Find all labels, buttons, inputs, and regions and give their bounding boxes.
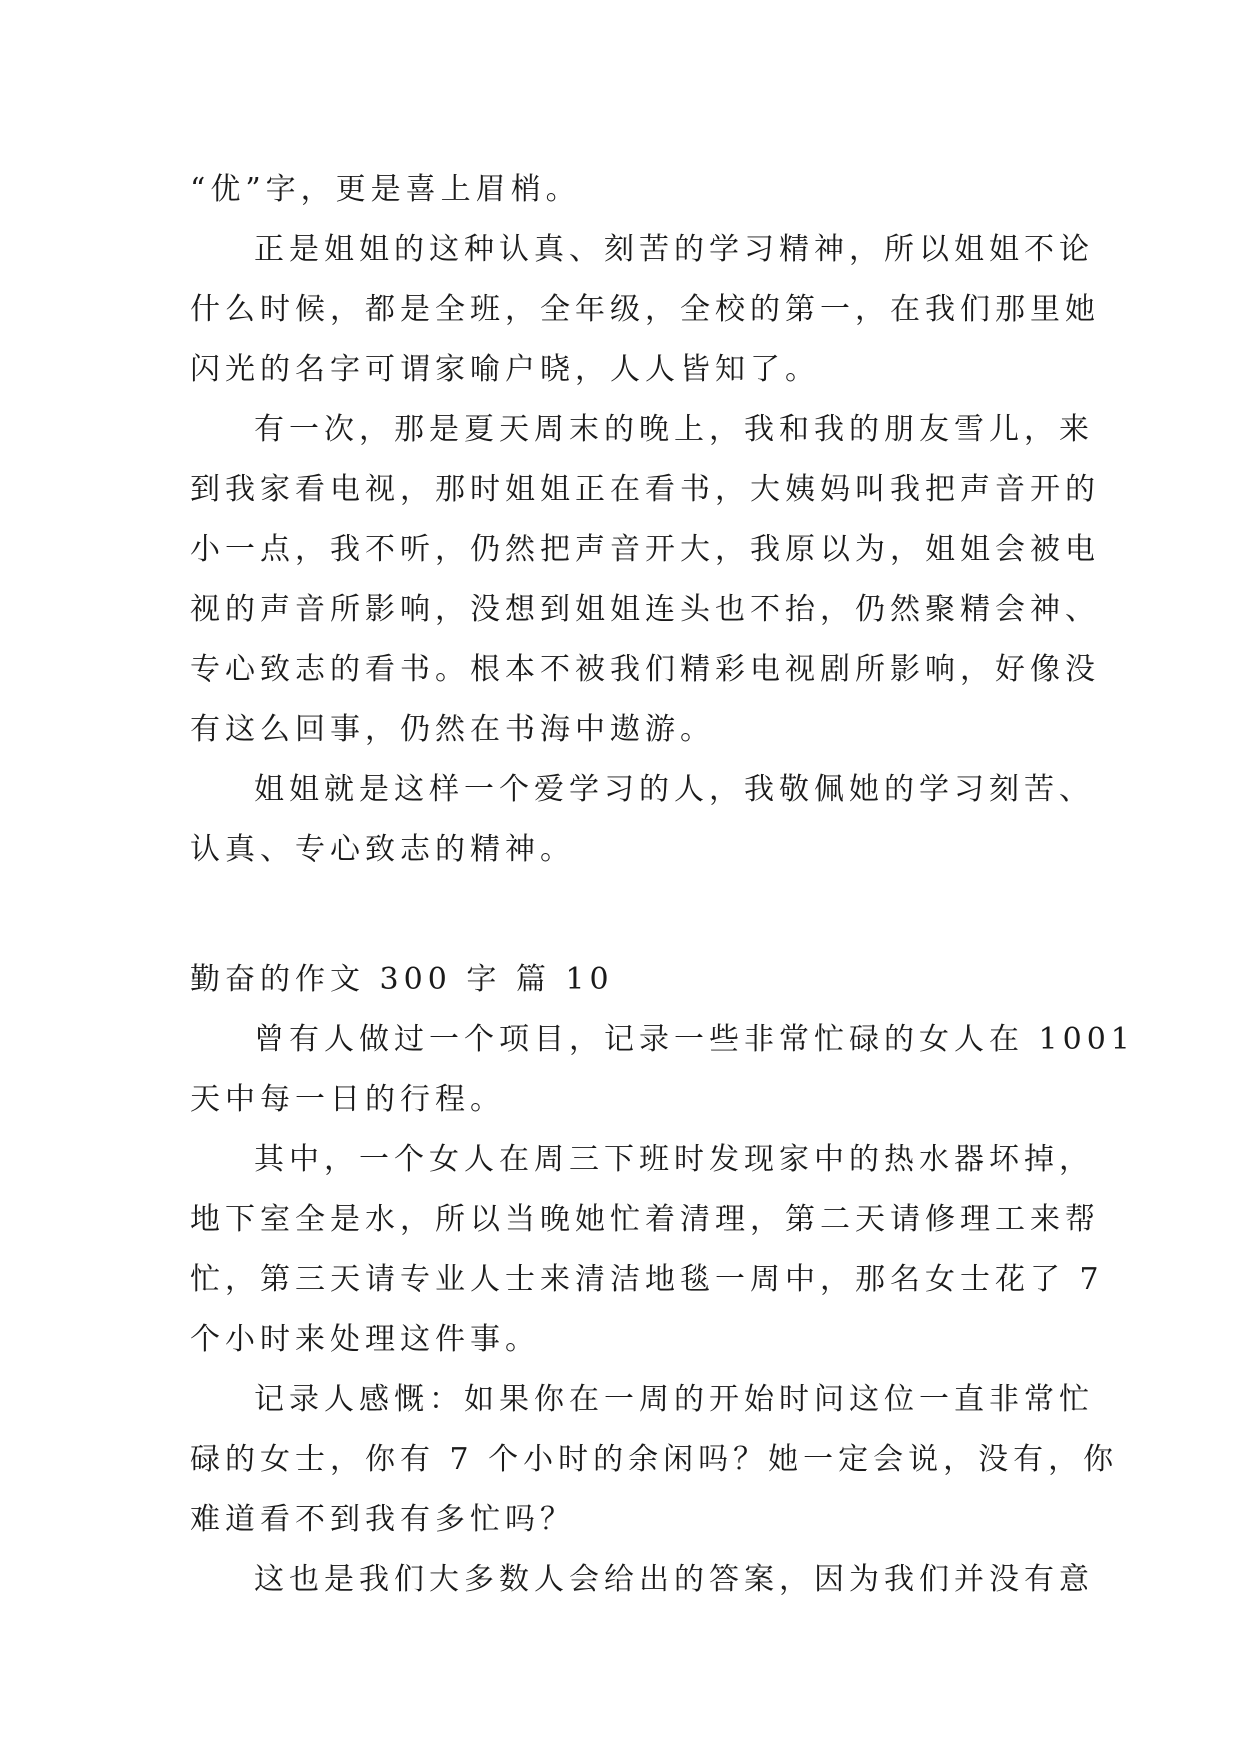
text-line: 其中，一个女人在周三下班时发现家中的热水器坏掉， [254, 1142, 1094, 1177]
text-line: 什么时候，都是全班，全年级，全校的第一，在我们那里她 [190, 292, 1100, 327]
text-line: 记录人感慨：如果你在一周的开始时问这位一直非常忙 [254, 1382, 1094, 1417]
paragraph [190, 1010, 1135, 1130]
text-line: 忙，第三天请专业人士来清洁地毯一周中，那名女士花了 7 [190, 1262, 1104, 1297]
text-line: 难道看不到我有多忙吗？ [190, 1502, 575, 1537]
text-line: 认真、专心致志的精神。 [190, 832, 575, 867]
text-line: 个小时来处理这件事。 [190, 1322, 540, 1357]
section-gap [190, 880, 1062, 950]
text-line: 曾有人做过一个项目，记录一些非常忙碌的女人在 1001 [254, 1022, 1135, 1057]
paragraph [190, 220, 1100, 400]
document-body [190, 160, 1135, 1610]
text-line: 这也是我们大多数人会给出的答案，因为我们并没有意 [254, 1562, 1094, 1597]
text-line: 地下室全是水，所以当晚她忙着清理，第二天请修理工来帮 [190, 1202, 1100, 1237]
text-line: 闪光的名字可谓家喻户晓，人人皆知了。 [190, 352, 820, 387]
text-line: 有一次，那是夏天周末的晚上，我和我的朋友雪儿，来 [254, 412, 1094, 447]
text-line: 小一点，我不听，仍然把声音开大，我原以为，姐姐会被电 [190, 532, 1100, 567]
paragraph [190, 1130, 1104, 1370]
paragraph [190, 760, 1094, 880]
text-line: 碌的女士，你有 7 个小时的余闲吗？她一定会说，没有，你 [190, 1442, 1119, 1477]
text-line: 有这么回事，仍然在书海中遨游。 [190, 712, 715, 747]
text-line: 到我家看电视，那时姐姐正在看书，大姨妈叫我把声音开的 [190, 472, 1100, 507]
paragraph [190, 1550, 1094, 1610]
text-line: 专心致志的看书。根本不被我们精彩电视剧所影响，好像没 [190, 652, 1100, 687]
paragraph [190, 1370, 1119, 1550]
text-line: 正是姐姐的这种认真、刻苦的学习精神，所以姐姐不论 [254, 232, 1094, 267]
text-line: 视的声音所影响，没想到姐姐连头也不抬，仍然聚精会神、 [190, 592, 1100, 627]
text-line: “优”字，更是喜上眉梢。 [190, 172, 581, 207]
paragraph [190, 400, 1100, 760]
paragraph [190, 160, 1062, 220]
section-heading: 勤奋的作文 300 字 篇 10 [190, 962, 614, 997]
text-line: 姐姐就是这样一个爱学习的人，我敬佩她的学习刻苦、 [254, 772, 1094, 807]
text-line: 天中每一日的行程。 [190, 1082, 505, 1117]
